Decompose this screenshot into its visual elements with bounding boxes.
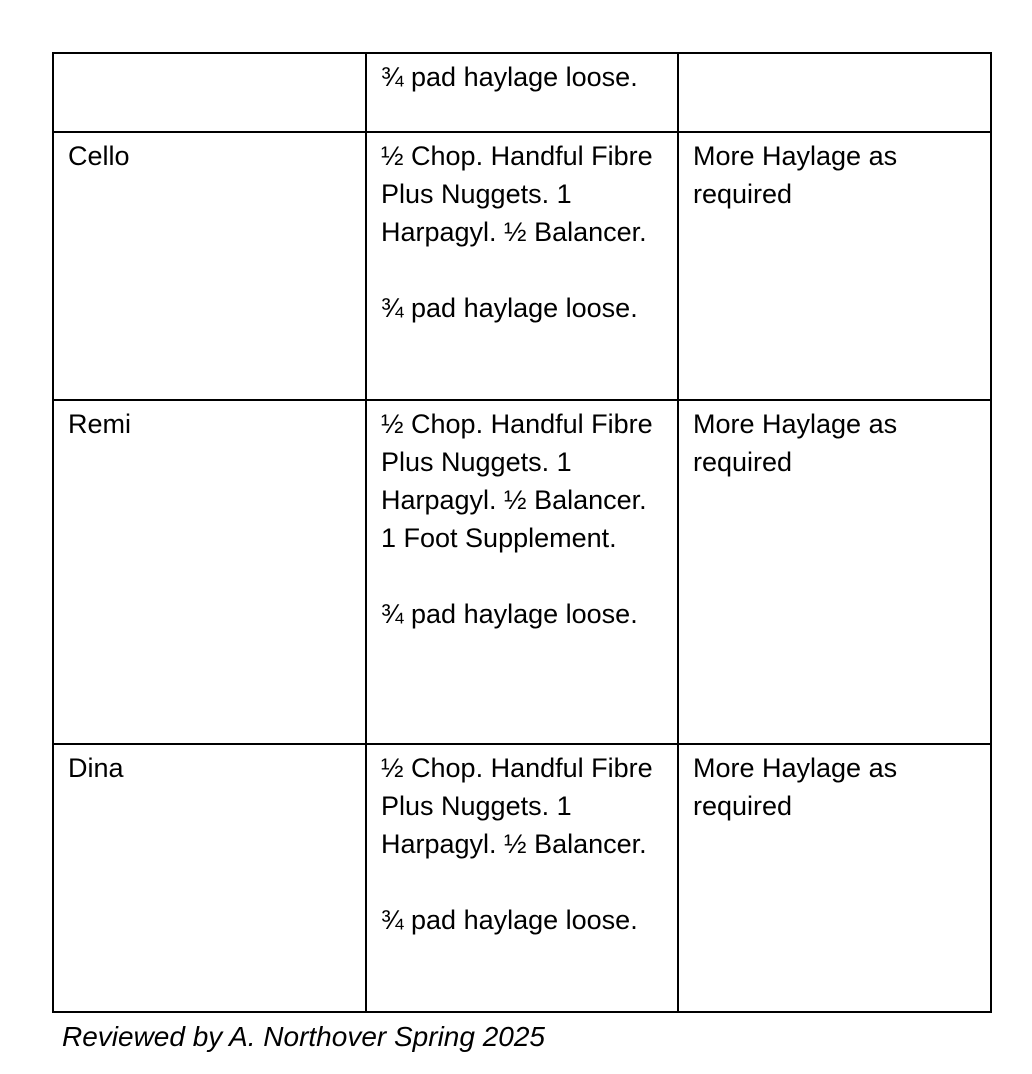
horse-name-cell [53,132,366,400]
feed-haylage: ¾ pad haylage loose. [381,293,638,323]
horse-name: Remi [68,409,132,439]
feed-haylage: ¾ pad haylage loose. [381,905,638,935]
feed-table [52,52,992,1013]
feed-haylage: ¾ pad haylage loose. [381,62,638,92]
horse-name: Dina [68,753,124,783]
extra-note: More Haylage as required [693,141,898,209]
review-note: Reviewed by A. Northover Spring 2025 [62,1021,545,1052]
horse-name-cell [53,53,366,132]
extra-cell [678,132,991,400]
extra-note: More Haylage as required [693,409,898,477]
feed-cell [366,400,678,744]
horse-name-cell [53,400,366,744]
feed-haylage: ¾ pad haylage loose. [381,599,638,629]
feed-cell [366,132,678,400]
table-row [53,400,991,744]
extra-cell [678,53,991,132]
feed-cell [366,744,678,1012]
table-row [53,132,991,400]
feed-ration: ½ Chop. Handful Fibre Plus Nuggets. 1 Harpagyl. ½ Balancer. [381,141,653,247]
horse-name: Cello [68,141,130,171]
extra-cell [678,400,991,744]
extra-cell [678,744,991,1012]
table-row [53,53,991,132]
feed-ration: ½ Chop. Handful Fibre Plus Nuggets. 1 Harpagyl. ½ Balancer. 1 Foot Supplement. [381,409,653,553]
feed-cell [366,53,678,132]
table-row [53,744,991,1012]
feed-ration: ½ Chop. Handful Fibre Plus Nuggets. 1 Harpagyl. ½ Balancer. [381,753,653,859]
horse-name-cell [53,744,366,1012]
extra-note: More Haylage as required [693,753,898,821]
